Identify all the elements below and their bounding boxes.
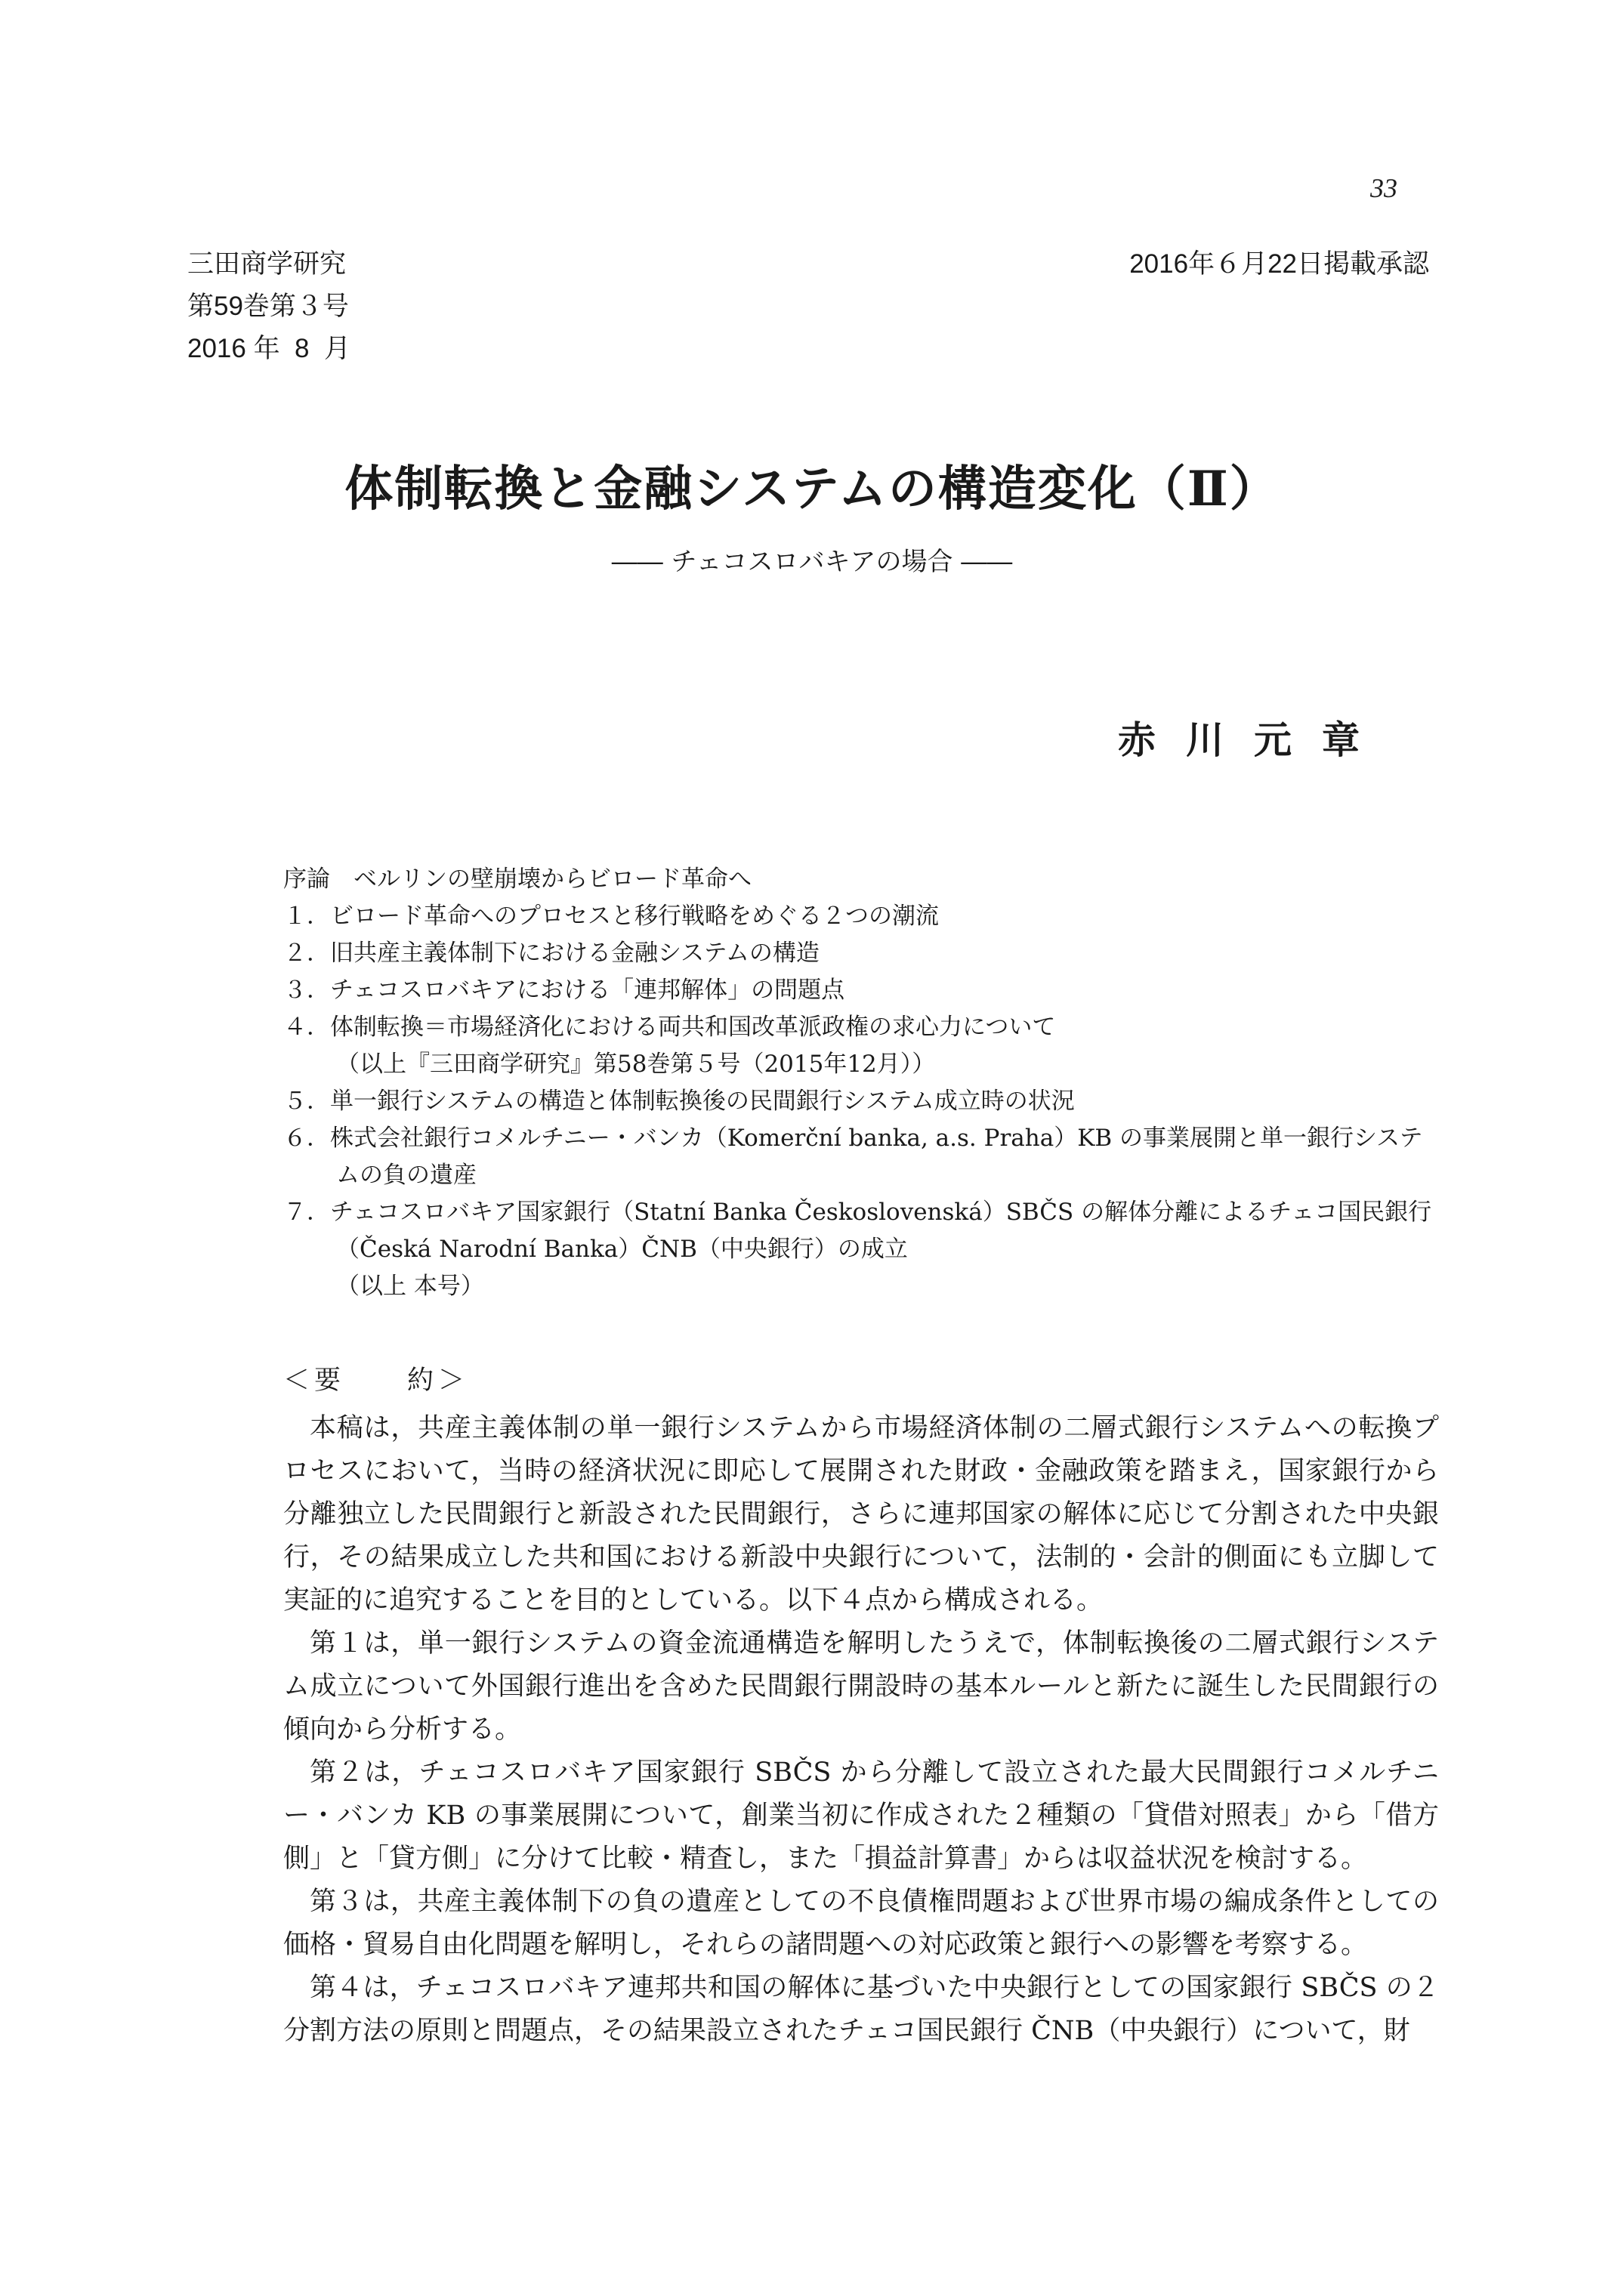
abstract-paragraph: 第４は，チェコスロバキア連邦共和国の解体に基づいた中央銀行としての国家銀行 SBČS の２分割方法の原則と問題点，その結果設立されたチェコ国民銀行 ČNB（中央銀行）について，財 — [283, 1973, 1439, 2046]
paper-subtitle: ―― チェコスロバキアの場合 ―― — [611, 547, 1013, 577]
page-number: 33 — [1370, 173, 1397, 203]
toc-item: １．ビロード革命へのプロセスと移行戦略をめぐる２つの潮流 — [283, 903, 939, 930]
toc-item: ６．株式会社銀行コメルチニー・バンカ（Komerční banka, a.s. Praha）KB の事業展開と単一銀行システ — [283, 1125, 1423, 1152]
journal-info — [187, 243, 350, 370]
author-name: 赤川元章 — [1118, 718, 1390, 762]
toc-item-continuation: （Česká Narodní Banka）ČNB（中央銀行）の成立 — [336, 1236, 908, 1263]
toc-item-note: （以上 本号） — [336, 1273, 484, 1300]
paper-title: 体制転換と金融システムの構造変化（Ⅱ） — [344, 461, 1280, 517]
abstract-heading: ＜要 約＞ — [283, 1366, 470, 1396]
abstract-paragraph: 本稿は，共産主義体制の単一銀行システムから市場経済体制の二層式銀行システムへの転換プロセスにおいて，当時の経済状況に即応して展開された財政・金融政策を踏まえ，国家銀行から分離独立した民間銀行と新設された民間銀行，さらに連邦国家の解体に応じて分割された中央銀行，その結果成立した共和国における新設中央銀行について，法制的・会計的側面にも立脚して実証的に追究することを目的としている。以下４点から構成される。 — [283, 1413, 1439, 1616]
toc-item: 序論 ベルリンの壁崩壊からビロード革命へ — [283, 866, 752, 893]
abstract-paragraph: 第３は，共産主義体制下の負の遺産としての不良債権問題および世界市場の編成条件としての価格・貿易自由化問題を解明し，それらの諸問題への対応政策と銀行への影響を考察する。 — [283, 1887, 1439, 1960]
toc-item: ２．旧共産主義体制下における金融システムの構造 — [283, 940, 820, 967]
abstract-paragraph: 第１は，単一銀行システムの資金流通構造を解明したうえで，体制転換後の二層式銀行システム成立について外国銀行進出を含めた民間銀行開設時の基本ルールと新たに誕生した民間銀行の傾向から分析する。 — [283, 1628, 1439, 1745]
journal-date: 2016 年 8 月 — [187, 334, 350, 363]
journal-volume: 第59巻第３号 — [187, 292, 349, 321]
toc-item: ３．チェコスロバキアにおける「連邦解体」の問題点 — [283, 977, 845, 1004]
abstract-section — [283, 1359, 1439, 2053]
toc-item: ５．単一銀行システムの構造と体制転換後の民間銀行システム成立時の状況 — [283, 1088, 1075, 1115]
toc-item: ７．チェコスロバキア国家銀行（Statní Banka Československá）SBČS の解体分離によるチェコ国民銀行 — [283, 1199, 1432, 1226]
toc-item-note: （以上『三田商学研究』第58巻第５号（2015年12月）） — [336, 1051, 936, 1078]
abstract-paragraph: 第２は，チェコスロバキア国家銀行 SBČS から分離して設立された最大民間銀行コメルチニー・バンカ KB の事業展開について，創業当初に作成された２種類の「貸借対照表」から「借方側」と「貸方側」に分けて比較・精査し，また「損益計算書」からは収益状況を検討する。 — [283, 1758, 1439, 1874]
table-of-contents — [283, 861, 1431, 1305]
toc-item: ４．体制転換＝市場経済化における両共和国改革派政権の求心力について — [283, 1014, 1056, 1041]
toc-item-continuation: ムの負の遺産 — [336, 1162, 477, 1189]
journal-name: 三田商学研究 — [187, 249, 347, 279]
approval-date: 2016年６月22日掲載承認 — [1129, 249, 1429, 279]
